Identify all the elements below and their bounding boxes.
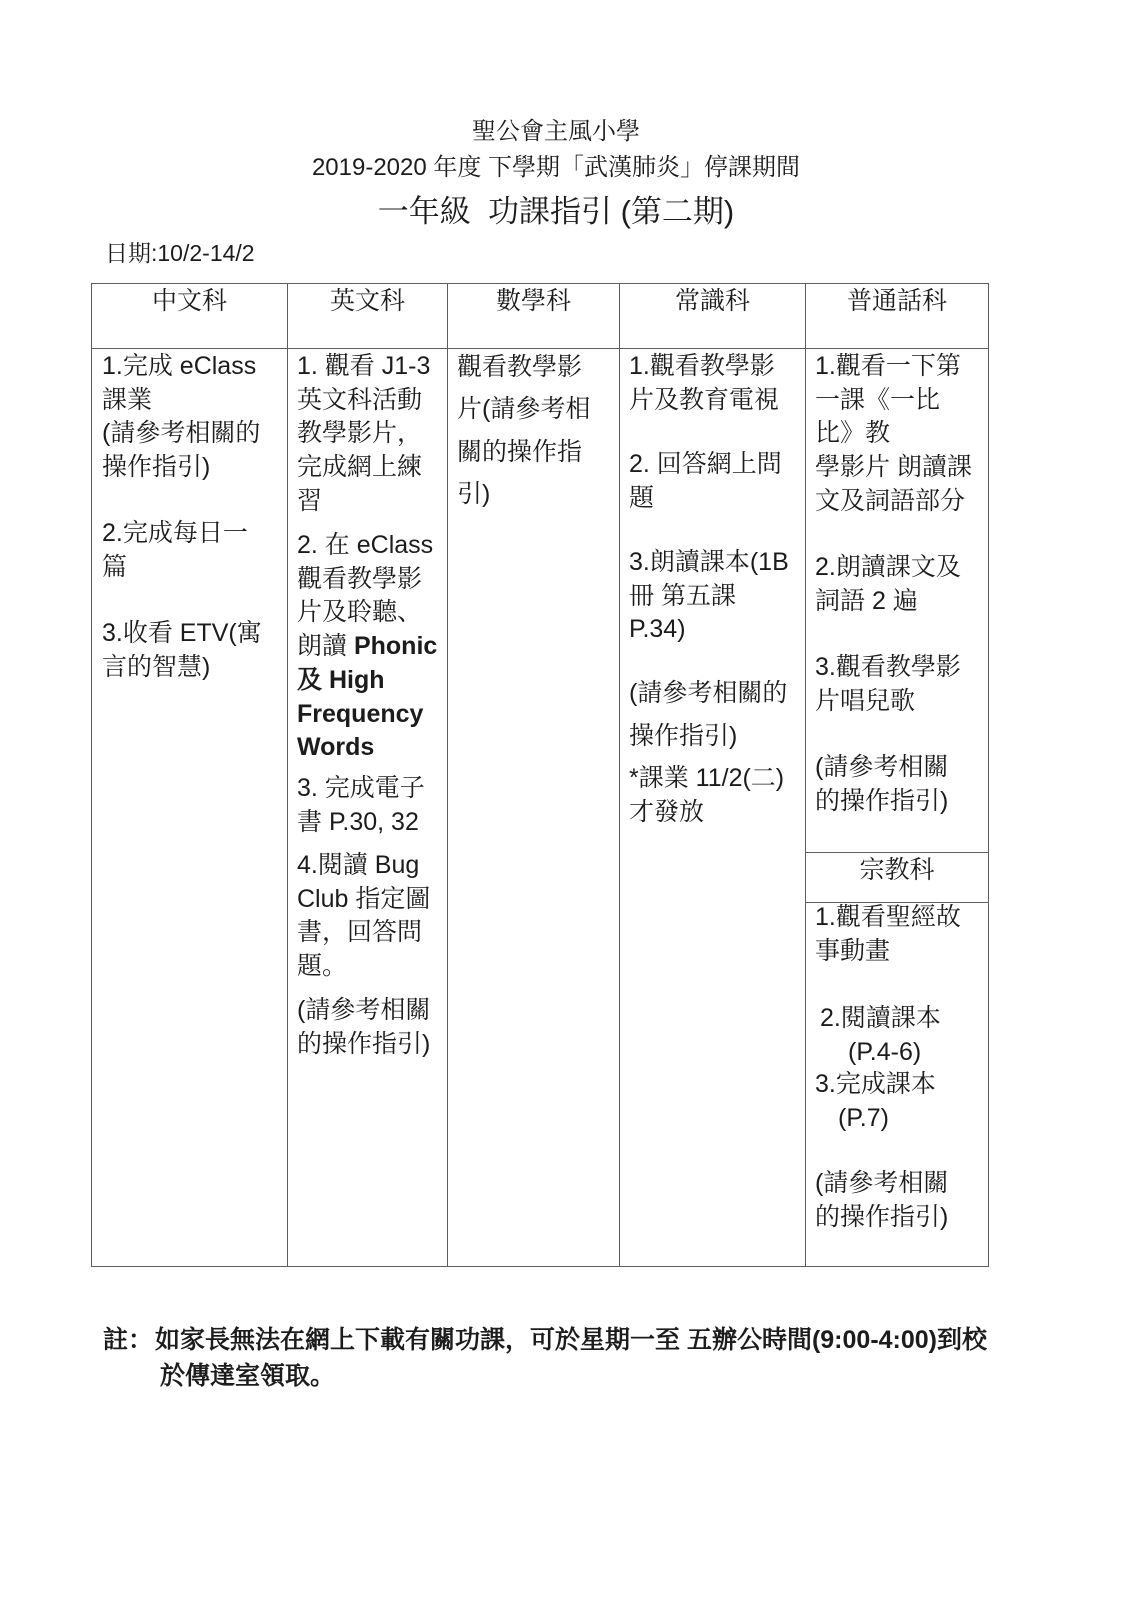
text-line: 一課《一比 [815,385,941,414]
text-segment: 朗讀 [297,632,354,661]
emphasized-line: Words [297,733,375,762]
header-cell-religion [805,852,989,903]
text-line: 3.收看 ETV(寓 [102,619,262,647]
text-line: 習 [297,486,323,515]
text-line: 片及聆聽、 [297,598,423,627]
text-line: Club 指定圖 [297,884,431,913]
text-line: 3.觀看教學影 [815,653,961,681]
subject-header-general-studies: 常識科 [674,287,750,315]
body-cell-putonghua [805,348,989,853]
religion-task-3 [815,1068,936,1135]
text-line: 詞語 2 遍 [815,586,918,615]
religion-task-1 [815,901,961,968]
text-line: (P.7) [838,1103,889,1132]
body-cell-religion [805,902,989,1267]
chinese-task-2 [102,517,248,584]
text-line: 書 P.30, 32 [297,807,419,836]
english-reference-note [297,994,430,1061]
text-line: (請參考相關 [815,1169,949,1197]
english-task-4 [297,849,430,984]
text-line [297,630,437,664]
header-cell-math [447,283,620,349]
subject-header-english: 英文科 [329,287,405,315]
general-studies-task-1 [629,350,779,417]
note-text-segment: 到校 [937,1326,988,1354]
emphasized-line: Frequency [297,699,424,728]
text-line: 觀看教學影 [297,564,423,593]
subject-header-religion: 宗教科 [859,856,935,884]
text-line: 3. 完成電子 [297,774,425,802]
header-cell-chinese [91,283,288,349]
note-text-continued: 於傳達室領取。 [160,1362,336,1390]
text-line: 的操作指引) [815,1202,949,1231]
general-studies-reference-note [629,672,787,758]
text-line: 2.完成每日一 [102,519,248,547]
english-task-2 [297,529,437,765]
subject-header-putonghua: 普通話科 [846,287,947,315]
text-line: (請參考相關 [297,996,431,1024]
text-line: 片及教育電視 [629,385,780,414]
text-line: (請參考相關 [815,753,949,781]
body-cell-general-studies [619,348,806,1267]
putonghua-task-2 [815,551,961,618]
chinese-task-1 [102,350,260,485]
body-cell-english [287,348,448,1267]
note-text [155,1322,987,1358]
text-line: 片(請參考相 [457,395,591,424]
text-line: 的操作指引) [297,1029,431,1058]
english-task-1 [297,350,430,519]
text-line: (P.4-6) [848,1037,922,1066]
text-line: 英文科活動 [297,385,423,414]
text-line: 比》教 [815,419,891,448]
text-line: 的操作指引) [815,786,949,815]
putonghua-task-1 [815,350,972,519]
date-range: 日期:10/2-14/2 [105,240,255,266]
body-cell-chinese [91,348,288,1267]
text-line: 課業 [102,385,153,414]
school-name: 聖公會主風小學 [472,118,640,145]
english-task-3 [297,772,425,839]
text-line: 1.完成 eClass [102,352,257,380]
text-line: 觀看教學影 [457,353,583,381]
text-line: 冊 第五課 [629,581,736,610]
page-title: 一年級 功課指引 (第二期) [377,194,735,229]
text-line: 2.閱讀課本 [820,1004,941,1032]
text-line: 2. 在 eClass [297,531,434,559]
office-hours: (9:00-4:00) [811,1326,938,1354]
putonghua-reference-note [815,751,948,818]
text-line: 4.閱讀 Bug [297,851,420,879]
text-line: 操作指引) [629,722,738,750]
text-line: (請參考相關的 [629,679,788,707]
text-line: 3.朗讀課本(1B [629,548,789,576]
text-line: 操作指引) [102,453,211,482]
text-line: 言的智慧) [102,652,211,681]
emphasized-line: 及 High [297,665,385,694]
text-line: 引) [457,479,491,508]
text-line: 題。 [297,952,348,981]
text-line: 才發放 [629,797,705,826]
subject-header-math: 數學科 [495,287,571,315]
text-line: 2. 回答網上問 [629,450,782,478]
text-line: 題 [629,483,655,512]
header-cell-general-studies [619,283,806,349]
math-task-1 [457,346,590,515]
general-studies-task-3 [629,546,789,647]
text-line: 文及詞語部分 [815,486,966,515]
text-line: (請參考相關的 [102,419,261,448]
text-line: 關的操作指 [457,437,583,466]
text-line: 3.完成課本 [815,1070,936,1098]
emphasized-word: Phonic [353,632,438,661]
text-line: 1.觀看教學影 [629,352,775,380]
general-studies-release-note [629,762,784,829]
text-line: 篇 [102,552,128,581]
text-line: P.34) [629,615,686,644]
text-line: 1. 觀看 J1-3 [297,352,431,380]
chinese-task-3 [102,617,262,684]
text-line: 2.朗讀課文及 [815,553,961,581]
general-studies-task-2 [629,448,782,515]
text-line: 教學影片， [297,419,423,448]
text-line: 事動畫 [815,936,891,965]
text-line: 完成網上練 [297,453,423,482]
header-cell-english [287,283,448,349]
religion-task-2 [815,1002,941,1069]
text-line: 1.觀看聖經故 [815,903,961,931]
body-cell-math [447,348,620,1267]
subject-header-chinese: 中文科 [151,287,227,315]
note-text-segment: 如家長無法在網上下載有關功課，可於星期一至 五辦公時間 [155,1326,812,1354]
text-line: 片唱兒歌 [815,686,916,715]
period-subtitle: 2019-2020 年度 下學期「武漢肺炎」停課期間 [311,154,801,181]
note-label: 註： [103,1326,154,1354]
text-line: 1.觀看一下第 [815,352,961,380]
text-line: 學影片 朗讀課 [815,453,972,482]
religion-reference-note [815,1167,948,1234]
text-line: 書，回答問 [297,918,423,947]
putonghua-task-3 [815,651,961,718]
text-line: *課業 11/2(二) [629,764,785,792]
header-cell-putonghua [805,283,989,349]
